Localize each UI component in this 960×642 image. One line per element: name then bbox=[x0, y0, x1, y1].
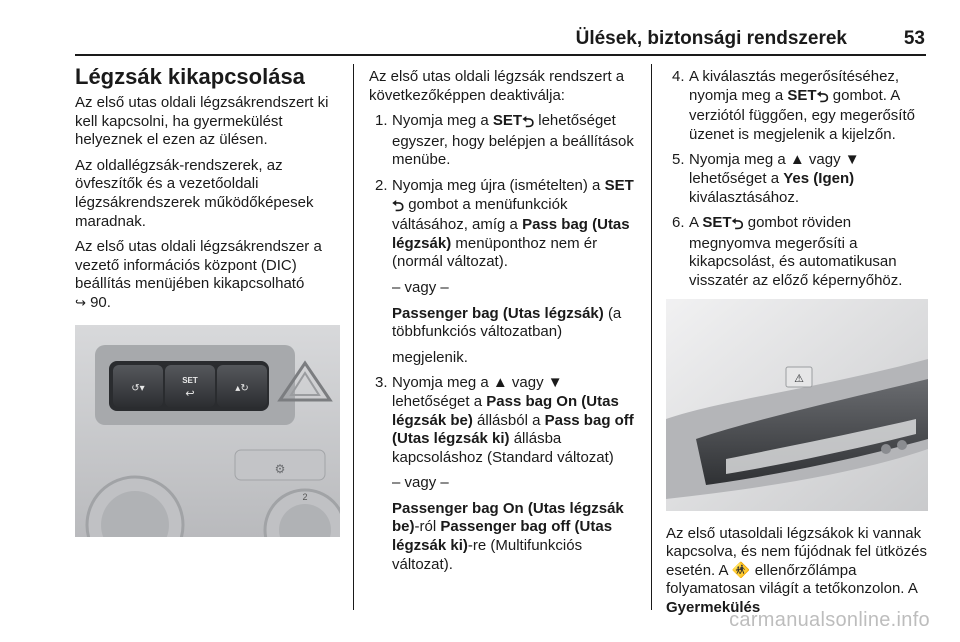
svg-text:⚠: ⚠ bbox=[794, 371, 804, 385]
caption-bold: Gyermekülés bbox=[666, 598, 761, 616]
step-text: menüponthoz nem ér (normál változat). bbox=[392, 234, 598, 271]
menu-item-ref: Pass bag (Utas légzsák) bbox=[392, 216, 630, 252]
column-divider bbox=[353, 64, 354, 610]
dashboard-buttons-photo bbox=[75, 325, 340, 537]
caption-paragraph bbox=[666, 525, 928, 618]
column-divider bbox=[651, 64, 652, 610]
step-text: lehetőséget egyszer, hogy belépjen a beállítások menübe. bbox=[392, 112, 634, 169]
step-text: Nyomja meg a ▲ vagy ▼ lehetőséget a bbox=[689, 151, 860, 187]
menu-item-ref: Passenger bag (Utas légzsák) bbox=[392, 304, 604, 322]
svg-text:↩: ↩ bbox=[185, 386, 195, 400]
step-text: Nyomja meg újra (ismételten) a bbox=[392, 176, 601, 194]
menu-item-ref: Pass bag On (Utas légzsák be) bbox=[392, 392, 619, 429]
step-text: (a többfunkciós változatban) bbox=[392, 304, 622, 341]
page-ref-arrow-icon: ↪ bbox=[75, 294, 86, 310]
return-arrow-icon: ⮌ bbox=[731, 216, 744, 234]
step-item bbox=[666, 68, 928, 144]
menu-item-ref: Yes (Igen) bbox=[783, 169, 855, 187]
roof-console-image bbox=[666, 299, 928, 511]
caption-text: Az első utasoldali légzsákok ki vannak kapcsolva, és nem fújódnak fel ütközés esetén. A bbox=[666, 524, 927, 579]
paragraph: Az oldallégzsák-rendszerek, az övfeszítők és a vezetőoldali légzsákrendszerek működőképesek maradnak. bbox=[75, 156, 314, 230]
step-text: kiválasztásához. bbox=[689, 188, 800, 206]
or-separator: – vagy – bbox=[392, 278, 449, 296]
alt-text bbox=[392, 500, 637, 574]
page-number: 53 bbox=[903, 28, 925, 49]
or-separator: – vagy – bbox=[392, 474, 449, 492]
set-button-ref: SET bbox=[702, 214, 732, 232]
header-rule bbox=[75, 54, 926, 56]
step-item bbox=[369, 112, 637, 170]
menu-item-ref: Pass bag off (Utas légzsák ki) bbox=[392, 411, 634, 448]
step-number: 2. bbox=[375, 176, 388, 194]
return-arrow-icon: ⮌ bbox=[522, 114, 535, 132]
svg-text:▴↻: ▴↻ bbox=[235, 382, 249, 394]
airbag-off-icon: 🚸 bbox=[731, 561, 751, 579]
paragraph-text: Az első utas oldali légzsákrendszer a vezető információs központ (DIC) beállítás menüjében kikapcsolható bbox=[75, 238, 322, 293]
paragraph bbox=[75, 238, 343, 312]
watermark: carmanualsonline.info bbox=[729, 609, 930, 631]
page-header bbox=[75, 28, 925, 52]
paragraph: Az első utas oldali légzsákrendszert ki kell kapcsolni, ha gyermekülést helyeznek el ezen az ülésen. bbox=[75, 94, 329, 149]
svg-text:↺▾: ↺▾ bbox=[131, 382, 145, 394]
column-1 bbox=[75, 64, 343, 537]
step-text: -re (Multifunkciós változat). bbox=[392, 537, 583, 573]
intro-paragraph: Az első utas oldali légzsák rendszert a következőképpen deaktiválja: bbox=[369, 68, 625, 104]
roof-console-photo bbox=[666, 299, 928, 511]
step-alternative bbox=[369, 279, 637, 367]
step-number: 6. bbox=[672, 214, 685, 232]
step-text: állásba kapcsoláshoz (Standard változat) bbox=[392, 430, 614, 466]
step-item bbox=[666, 214, 928, 290]
svg-text:2: 2 bbox=[302, 491, 308, 502]
alt-text: megjelenik. bbox=[392, 348, 468, 366]
dashboard-buttons-image bbox=[75, 325, 340, 537]
menu-item-ref: Passenger bag On (Utas légzsák be) bbox=[392, 499, 624, 536]
step-text: gombot a menüfunkciók váltásához, amíg a bbox=[392, 195, 568, 234]
menu-item-ref: Passenger bag off (Utas légzsák ki) bbox=[392, 518, 613, 555]
step-text: Nyomja meg a bbox=[392, 112, 489, 130]
step-text: állásból a bbox=[477, 411, 541, 429]
caption-text: ellenőrzőlámpa folyamatosan világít a tetőkonzolon. A bbox=[666, 561, 917, 598]
svg-text:⚙: ⚙ bbox=[274, 461, 286, 476]
step-text: -ról bbox=[414, 518, 437, 536]
return-arrow-icon: ⮌ bbox=[392, 197, 405, 215]
step-number: 3. bbox=[375, 374, 388, 392]
step-text: gombot. A verziótól függően, egy megerősítő üzenet is megjelenik a kijelzőn. bbox=[689, 86, 915, 143]
page-ref-link[interactable]: 90. bbox=[90, 293, 111, 311]
step-item bbox=[369, 177, 637, 272]
column-3 bbox=[666, 68, 928, 625]
set-button-ref: SET bbox=[492, 112, 523, 130]
step-item bbox=[369, 374, 637, 467]
steps-list bbox=[369, 112, 637, 574]
step-alternative bbox=[369, 474, 637, 574]
step-text: A bbox=[689, 214, 699, 232]
set-button-ref: SET bbox=[604, 176, 634, 194]
section-heading: Légzsák kikapcsolása bbox=[75, 64, 305, 89]
step-number: 1. bbox=[375, 112, 388, 130]
set-button-ref: SET bbox=[787, 86, 817, 104]
steps-list bbox=[666, 68, 928, 291]
section-title: Ülések, biztonsági rendszerek bbox=[575, 28, 847, 49]
step-number: 4. bbox=[672, 68, 685, 85]
return-arrow-icon: ⮌ bbox=[816, 88, 829, 106]
step-text: Nyomja meg a ▲ vagy ▼ lehetőséget a bbox=[392, 374, 563, 410]
step-item bbox=[666, 151, 928, 207]
column-2 bbox=[369, 68, 637, 581]
step-text: A kiválasztás megerősítéséhez, nyomja meg a bbox=[689, 68, 900, 104]
set-button-label: SET bbox=[182, 375, 198, 385]
step-number: 5. bbox=[672, 151, 685, 169]
step-text: gombot röviden megnyomva megerősíti a kikapcsolást, és automatikusan visszatér az előző képernyőhöz. bbox=[689, 214, 903, 289]
alt-text bbox=[392, 305, 637, 342]
